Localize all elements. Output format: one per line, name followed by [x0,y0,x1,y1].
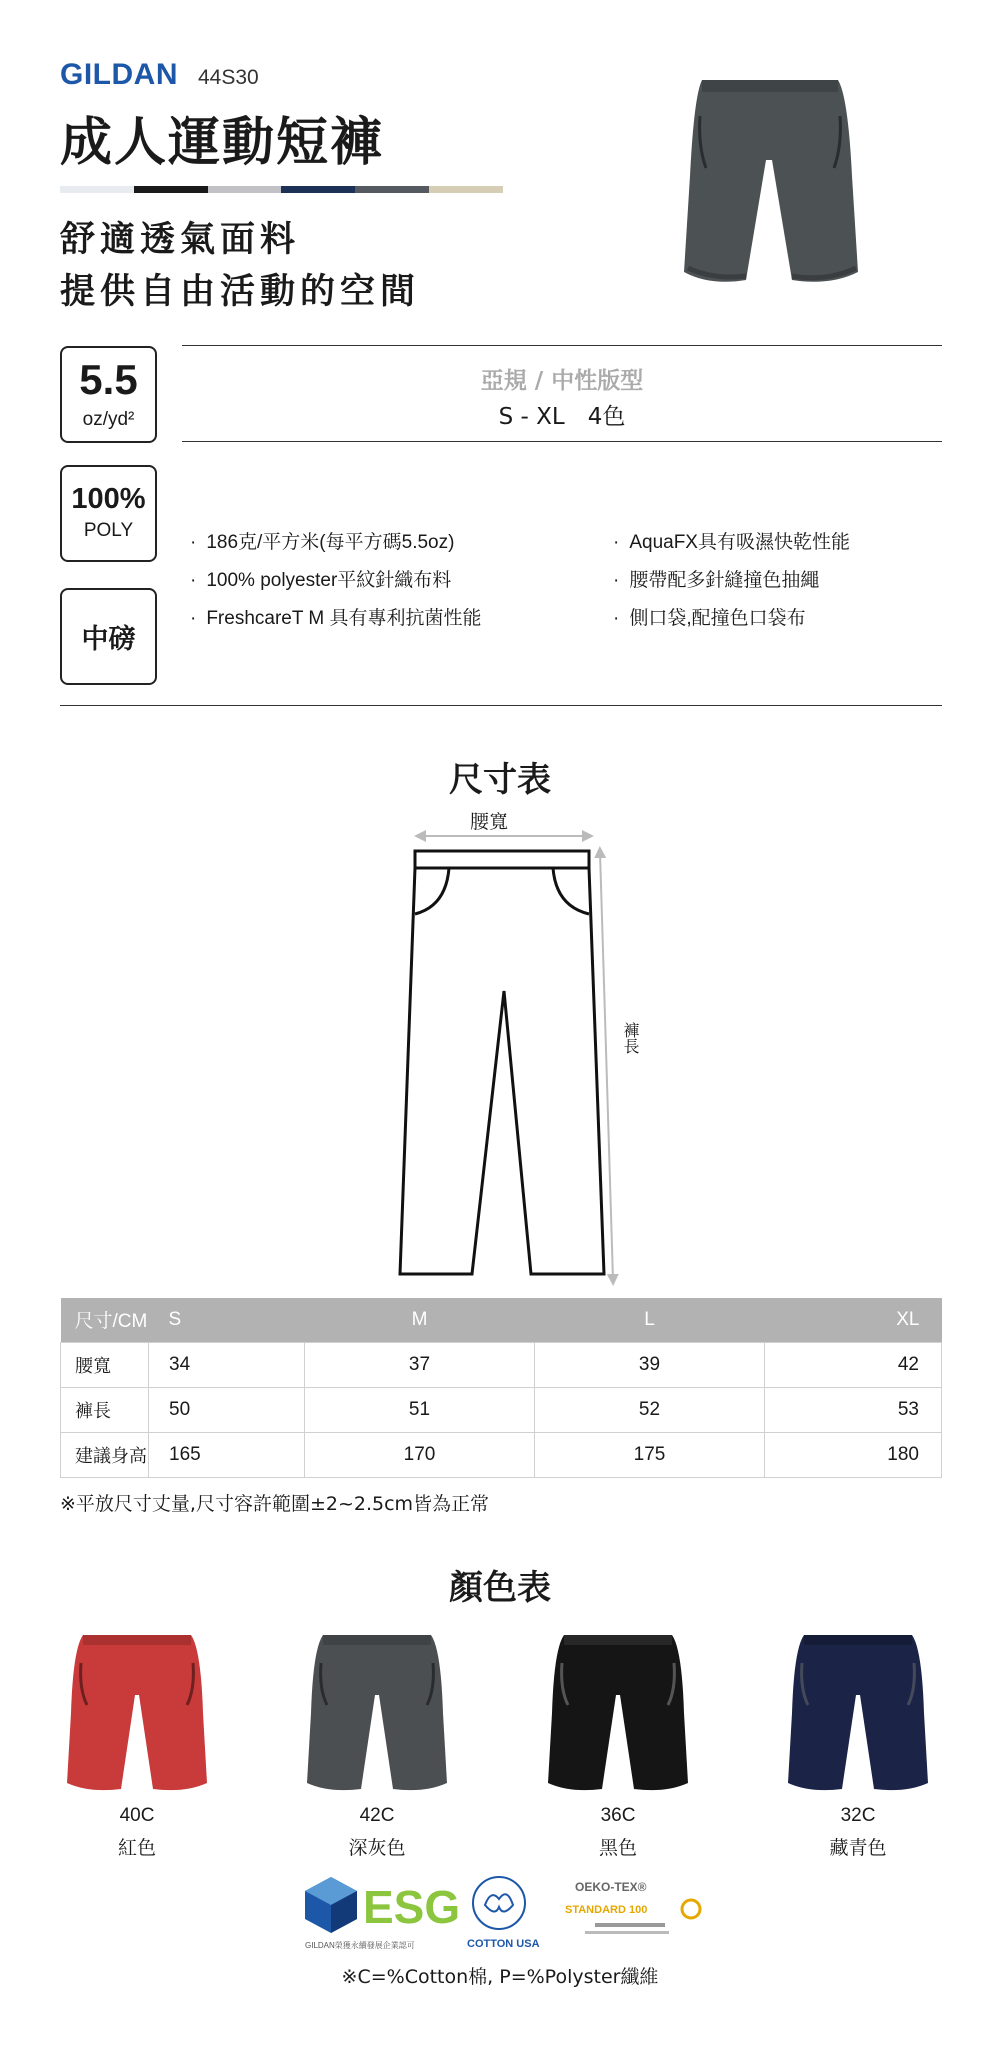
fit-divider-bottom [182,441,942,442]
size-range: S - XL 4色 [498,404,626,430]
table-cell: 39 [535,1342,765,1387]
fiber-name: POLY [83,520,134,541]
table-cell: 51 [305,1387,535,1432]
header-cell: 尺寸/CM [61,1298,149,1342]
weight-value: 5.5 [79,355,138,403]
feature-item [190,600,482,638]
product-title: 成人運動短褲 [60,113,385,173]
feature-item [613,524,850,562]
table-cell: 170 [305,1432,535,1477]
model-number: 44S30 [198,66,259,89]
table-cell: 53 [765,1387,942,1432]
table-cell: 37 [305,1342,535,1387]
feature-text: AquaFX具有吸濕快乾性能 [629,532,850,553]
fiber-percent: 100% [71,483,146,515]
color-strip [60,186,503,193]
oeko-tex-logo [565,1880,700,1934]
header-cell: L [535,1298,765,1342]
color-name: 藏青色 [829,1837,887,1859]
row-label: 建議身高 [61,1432,149,1477]
row-label: 腰寬 [61,1342,149,1387]
color-name: 紅色 [117,1837,156,1859]
bullet: · [190,570,197,591]
brand-logo: GILDAN [60,58,178,91]
oeko-tex-text: OEKO-TEX® [575,1880,647,1894]
bullet: · [613,608,620,629]
header-cell: XL [765,1298,942,1342]
table-cell: 180 [765,1432,942,1477]
tagline-1: 舒適透氣面料 [60,220,301,260]
strip-segment-2 [134,186,208,193]
table-cell: 42 [765,1342,942,1387]
color-swatch-dark-gray [302,1633,452,1860]
header-cell: M [305,1298,535,1342]
size-table [60,1298,942,1478]
feature-item [190,562,482,600]
strip-segment-4 [281,186,355,193]
strip-segment-1 [60,186,134,193]
color-swatch-black [543,1633,693,1860]
pants-diagram [380,806,640,1296]
weight-unit: oz/yd² [82,408,135,430]
color-code: 42C [359,1805,395,1826]
shorts-swatch-image [548,1633,688,1793]
feature-text: 腰帶配多針縫撞色抽繩 [629,570,820,591]
size-table-header [61,1298,942,1342]
header-cell: S [149,1298,305,1342]
cotton-usa-logo [467,1877,540,1950]
color-swatch-navy [783,1633,933,1860]
strip-segment-6 [429,186,503,193]
table-row [61,1387,942,1432]
bullet: · [613,532,620,553]
feature-text: 186克/平方米(每平方碼5.5oz) [206,532,455,553]
section-divider [60,705,942,706]
color-swatch-red [62,1633,212,1860]
bullet: · [190,532,197,553]
bullet: · [190,608,197,629]
feature-item [613,600,850,638]
brand-row [60,58,259,92]
color-name: 黑色 [598,1837,637,1859]
length-label: 褲長 [621,1022,640,1054]
fiber-content-badge [60,465,157,562]
table-cell: 50 [149,1387,305,1432]
feature-item [613,562,850,600]
cotton-usa-text: COTTON USA [467,1938,540,1950]
certification-logos [305,1873,705,1953]
fiber-legend-note: ※C=%Cotton棉, P=%Polyster纖維 [341,1966,659,1988]
esg-caption: GILDAN榮獲永續發展企業認可 [305,1941,415,1950]
esg-logo [305,1877,460,1950]
thickness-label: 中磅 [81,624,136,655]
shorts-swatch-image [67,1633,207,1793]
features-left [190,524,482,638]
table-cell: 175 [535,1432,765,1477]
shorts-swatch-image [307,1633,447,1793]
feature-item [190,524,482,562]
fabric-weight-badge [60,346,157,443]
table-row [61,1342,942,1387]
esg-text: ESG [363,1881,461,1933]
thickness-badge [60,588,157,685]
table-cell: 34 [149,1342,305,1387]
color-code: 40C [119,1805,155,1826]
strip-segment-5 [355,186,429,193]
tagline-2: 提供自由活動的空間 [60,272,421,312]
color-code: 36C [600,1805,636,1826]
features-right [613,524,850,638]
oeko-standard-text: STANDARD 100 [565,1904,648,1916]
table-cell: 165 [149,1432,305,1477]
row-label: 褲長 [61,1387,149,1432]
table-row [61,1432,942,1477]
bullet: · [613,570,620,591]
size-note: ※平放尺寸丈量,尺寸容許範圍±2~2.5cm皆為正常 [60,1493,490,1515]
color-code: 32C [840,1805,876,1826]
hero-shorts-image [680,76,860,290]
fit-divider-top [182,345,942,346]
feature-text: 100% polyester平紋針織布料 [206,570,452,591]
waist-label: 腰寬 [470,811,509,833]
color-name: 深灰色 [348,1837,406,1859]
size-chart-title: 尺寸表 [449,760,551,800]
feature-text: 側口袋,配撞色口袋布 [629,608,806,629]
table-cell: 52 [535,1387,765,1432]
color-chart-title: 顏色表 [449,1568,551,1608]
feature-text: FreshcareT M 具有專利抗菌性能 [206,608,482,629]
fit-type: 亞規 / 中性版型 [480,368,644,394]
strip-segment-3 [208,186,282,193]
shorts-swatch-image [788,1633,928,1793]
